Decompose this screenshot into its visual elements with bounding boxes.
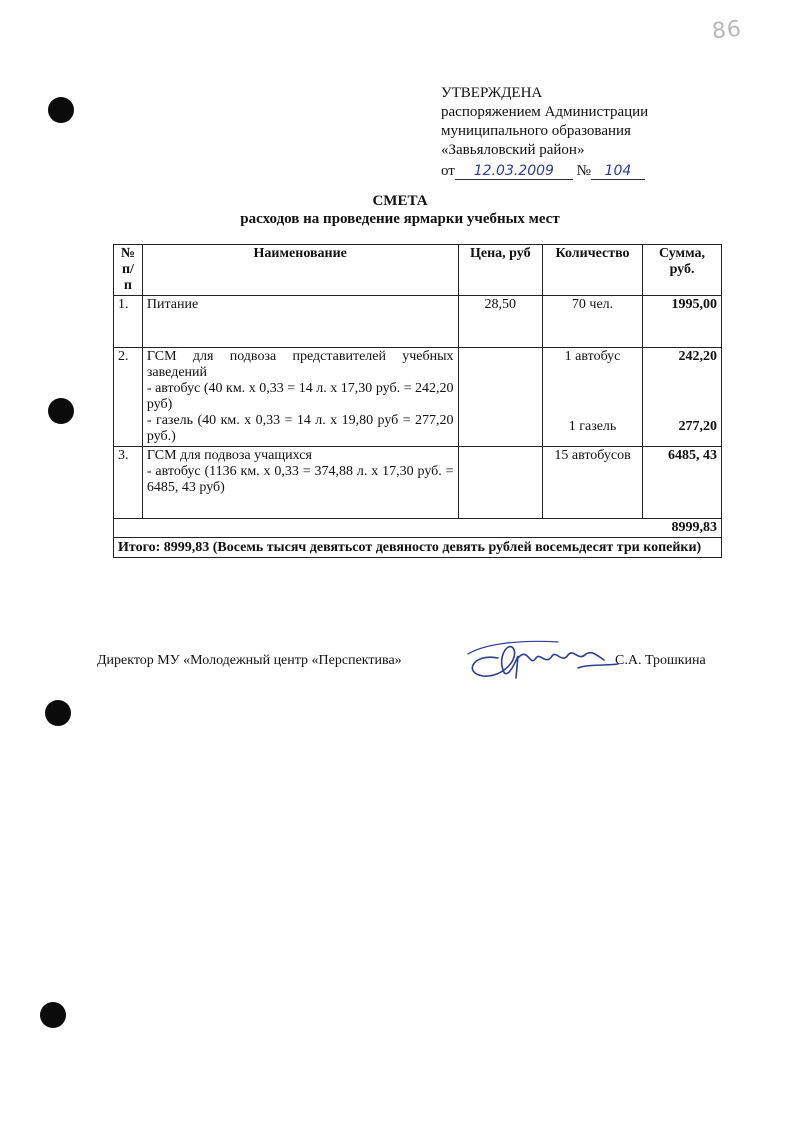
approval-line: муниципального образования — [441, 123, 631, 139]
total-sum: 8999,83 — [114, 519, 722, 538]
estimate-table — [113, 244, 722, 558]
punch-hole — [48, 398, 74, 424]
document-subtitle: расходов на проведение ярмарки учебных мест — [240, 211, 560, 227]
approval-title: УТВЕРЖДЕНА — [441, 85, 543, 101]
from-label: от — [441, 163, 455, 179]
sum-gazel: 277,20 — [678, 419, 717, 434]
qty-gazel: 1 газель — [568, 419, 617, 434]
item-title: ГСМ для подвоза учащихся — [146, 448, 312, 463]
punch-hole — [45, 700, 71, 726]
table-header-row — [114, 245, 722, 296]
header-name: Наименование — [142, 245, 458, 296]
table-itogo-row — [114, 538, 722, 558]
handwritten-signature — [458, 628, 628, 688]
punch-hole — [48, 97, 74, 123]
header-num: № п/п — [114, 245, 143, 296]
item-detail-bus: - автобус (1136 км. х 0,33 = 374,88 л. х 17,30 руб. = 6485, 43 руб) — [146, 464, 454, 495]
table-row — [114, 348, 722, 447]
director-name: С.А. Трошкина — [615, 653, 706, 668]
cell-num: 2. — [114, 348, 143, 447]
cell-sum: 1995,00 — [643, 296, 722, 348]
cell-qty: 70 чел. — [543, 296, 643, 348]
document-title: СМЕТА — [372, 193, 428, 209]
cell-num: 3. — [114, 447, 143, 519]
table-total-row — [114, 519, 722, 538]
cell-qty: 15 автобусов — [543, 447, 643, 519]
number-label: № — [576, 163, 591, 179]
itogo-text: Итого: 8999,83 (Восемь тысяч девятьсот девяносто девять рублей восемьдесят три копейки) — [114, 538, 722, 558]
approval-date: 12.03.2009 — [455, 163, 573, 180]
handwritten-page-number: 86 — [710, 16, 744, 45]
header-price: Цена, руб — [458, 245, 542, 296]
table-row — [114, 447, 722, 519]
cell-price — [458, 447, 542, 519]
cell-sum: 6485, 43 — [643, 447, 722, 519]
cell-name: Питание — [142, 296, 458, 348]
cell-name — [142, 447, 458, 519]
qty-bus: 1 автобус — [564, 349, 621, 364]
cell-name — [142, 348, 458, 447]
item-detail-gazel: - газель (40 км. х 0,33 = 14 л. х 19,80 руб = 277,20 руб.) — [146, 413, 454, 444]
item-detail-bus: - автобус (40 км. х 0,33 = 14 л. х 17,30 руб. = 242,20 руб) — [146, 381, 454, 412]
item-title: ГСМ для подвоза представителей учебных заведений — [146, 349, 454, 380]
cell-sum — [643, 348, 722, 447]
director-title: Директор МУ «Молодежный центр «Перспектива» — [97, 653, 402, 668]
cell-num: 1. — [114, 296, 143, 348]
cell-qty — [543, 348, 643, 447]
approval-block — [441, 84, 648, 181]
cell-price: 28,50 — [458, 296, 542, 348]
approval-line: «Завьяловский район» — [441, 142, 585, 158]
cell-price — [458, 348, 542, 447]
sum-bus: 242,20 — [678, 349, 717, 364]
header-qty: Количество — [543, 245, 643, 296]
punch-hole — [40, 1002, 66, 1028]
header-sum: Сумма, руб. — [643, 245, 722, 296]
approval-date-line — [441, 162, 648, 181]
approval-number: 104 — [591, 163, 645, 180]
approval-line: распоряжением Администрации — [441, 104, 649, 120]
table-row — [114, 296, 722, 348]
